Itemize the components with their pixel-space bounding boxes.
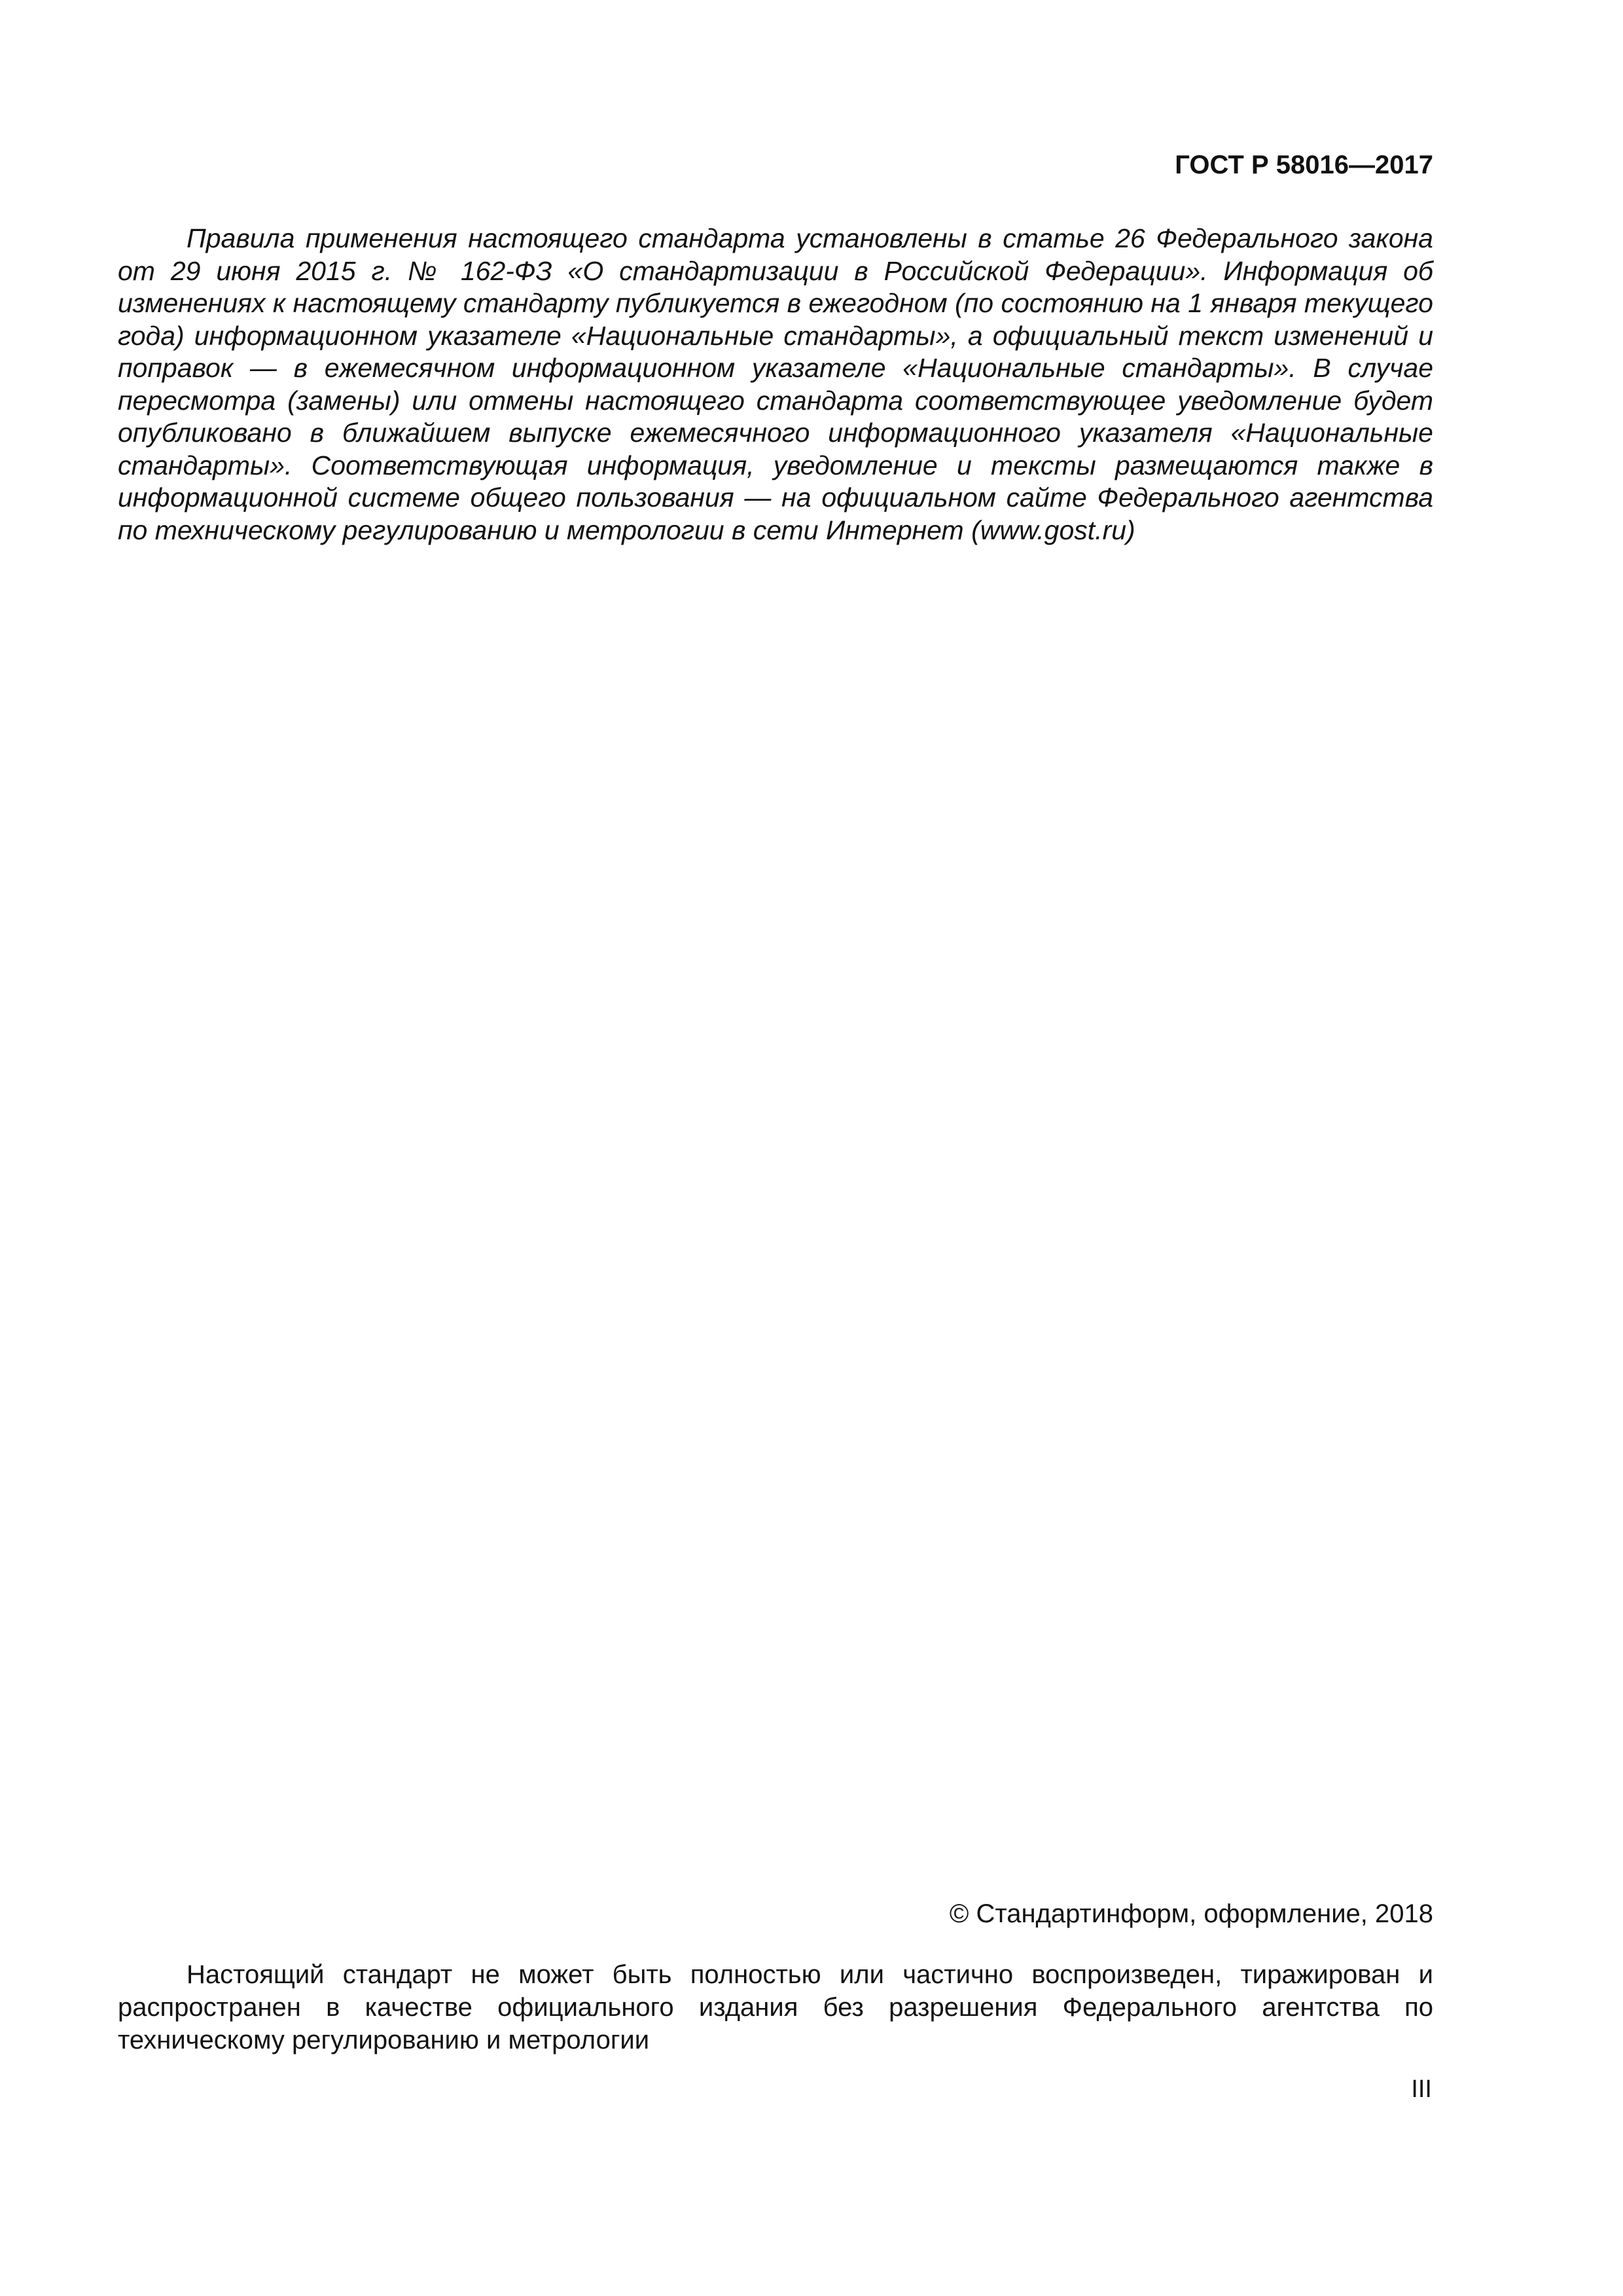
page-number: III xyxy=(1411,2075,1432,2103)
reproduction-restriction-paragraph: Настоящий стандарт не может быть полностью или частично воспроизведен, тиражирован и распространен в качестве официального издания без разрешения Федерального агентства по техническому регулированию и метрологии xyxy=(118,1960,1433,2054)
copyright-notice: © Стандартинформ, оформление, 2018 xyxy=(949,1899,1433,1928)
standard-application-rules-paragraph: Правила применения настоящего стандарта установлены в статье 26 Федерального закона от 29 июня 2015 г. № 162-ФЗ «О стандартизации в Российской Федерации». Информация об изменениях к настоящему стандарту публикуется в ежегодном (по состоянию на 1 января текущего года) информационном указателе «Национальные стандарты», а официальный текст изменений и поправок — в ежемесячном информационном указателе «Национальные стандарты». В случае пересмотра (замены) или отмены настоящего стандарта соответствующее уведомление будет опубликовано в ближайшем выпуске ежемесячного информационного указателя «Национальные стандарты». Соответствующая информация, уведомление и тексты размещаются также в информационной системе общего пользования — на официальном сайте Федерального агентства по техническому регулированию и метрологии в сети Интернет (www.gost.ru) xyxy=(118,223,1433,545)
document-code-header: ГОСТ Р 58016—2017 xyxy=(1175,151,1433,179)
